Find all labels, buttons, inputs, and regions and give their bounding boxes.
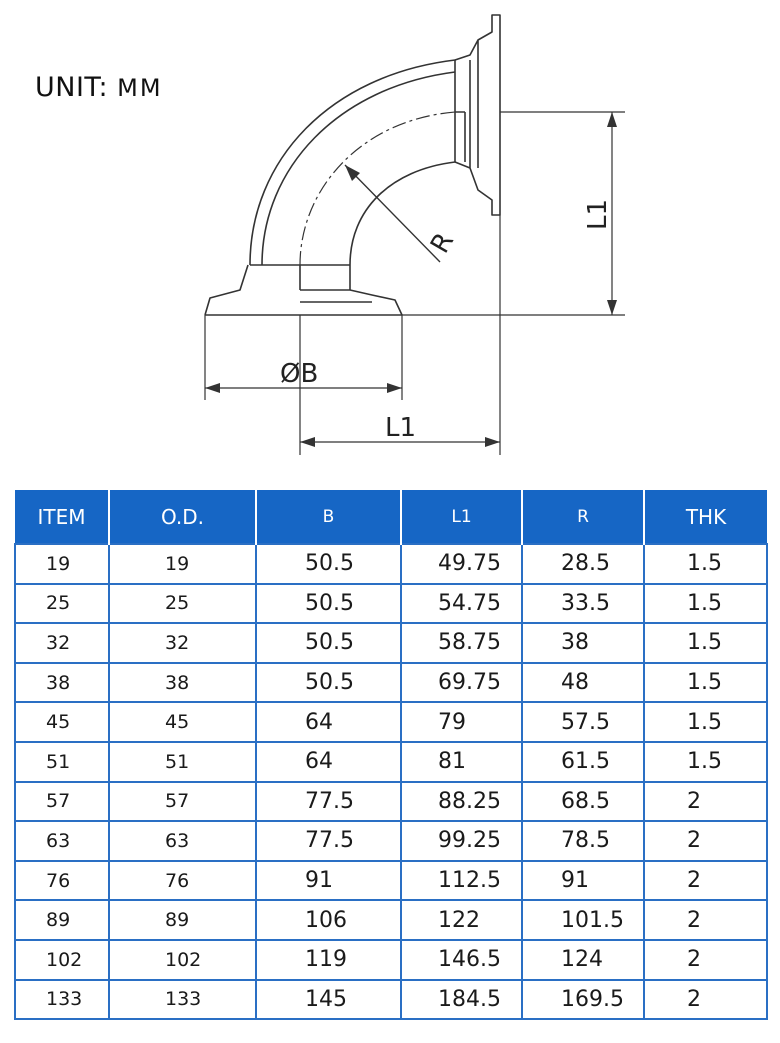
cell-r: 169.5 xyxy=(522,980,644,1020)
cell-thk: 1.5 xyxy=(644,623,767,663)
cell-thk: 2 xyxy=(644,821,767,861)
cell-l1: 112.5 xyxy=(401,861,522,901)
cell-item: 51 xyxy=(15,742,109,782)
cell-thk: 2 xyxy=(644,980,767,1020)
cell-b: 50.5 xyxy=(256,663,401,703)
table-row xyxy=(15,702,767,742)
cell-od: 102 xyxy=(109,940,256,980)
dimension-table xyxy=(14,490,768,1020)
cell-l1: 79 xyxy=(401,702,522,742)
arrow-l1h-left xyxy=(300,437,315,447)
cell-od: 25 xyxy=(109,584,256,624)
header-l1: L1 xyxy=(401,490,522,544)
cell-item: 76 xyxy=(15,861,109,901)
cell-l1: 146.5 xyxy=(401,940,522,980)
table-row xyxy=(15,980,767,1020)
cell-r: 68.5 xyxy=(522,782,644,822)
cell-thk: 1.5 xyxy=(644,702,767,742)
cell-b: 77.5 xyxy=(256,782,401,822)
table-row xyxy=(15,584,767,624)
cell-od: 76 xyxy=(109,861,256,901)
cell-r: 124 xyxy=(522,940,644,980)
table-row xyxy=(15,900,767,940)
cell-b: 64 xyxy=(256,742,401,782)
radius-label: R xyxy=(425,227,461,259)
cell-item: 57 xyxy=(15,782,109,822)
cell-od: 19 xyxy=(109,544,256,584)
arrow-b-left xyxy=(205,383,220,393)
cell-item: 19 xyxy=(15,544,109,584)
cell-l1: 122 xyxy=(401,900,522,940)
cell-thk: 1.5 xyxy=(644,584,767,624)
cell-thk: 2 xyxy=(644,861,767,901)
right-flange xyxy=(455,15,500,215)
cell-item: 133 xyxy=(15,980,109,1020)
cell-b: 106 xyxy=(256,900,401,940)
cell-item: 63 xyxy=(15,821,109,861)
cell-r: 91 xyxy=(522,861,644,901)
arrow-l1-bottom xyxy=(607,300,617,315)
cell-b: 145 xyxy=(256,980,401,1020)
cell-l1: 81 xyxy=(401,742,522,782)
table-row xyxy=(15,544,767,584)
elbow-technical-drawing xyxy=(0,0,780,470)
cell-item: 89 xyxy=(15,900,109,940)
cell-od: 57 xyxy=(109,782,256,822)
cell-thk: 2 xyxy=(644,940,767,980)
height-dimension-label: L1 xyxy=(583,198,613,230)
table-row xyxy=(15,782,767,822)
elbow-outer-wall xyxy=(250,60,455,265)
table-row xyxy=(15,742,767,782)
radius-line xyxy=(345,165,440,262)
cell-od: 63 xyxy=(109,821,256,861)
cell-item: 25 xyxy=(15,584,109,624)
flange-diameter-label: ØB xyxy=(280,359,319,389)
right-leg-body xyxy=(455,60,465,162)
cell-l1: 54.75 xyxy=(401,584,522,624)
cell-thk: 1.5 xyxy=(644,742,767,782)
header-item: ITEM xyxy=(15,490,109,544)
cell-r: 28.5 xyxy=(522,544,644,584)
cell-r: 48 xyxy=(522,663,644,703)
cell-item: 102 xyxy=(15,940,109,980)
cell-r: 57.5 xyxy=(522,702,644,742)
table-header-row xyxy=(15,490,767,544)
cell-l1: 69.75 xyxy=(401,663,522,703)
cell-r: 61.5 xyxy=(522,742,644,782)
table-row xyxy=(15,623,767,663)
table-row xyxy=(15,940,767,980)
width-dimension-label: L1 xyxy=(385,413,417,443)
cell-item: 38 xyxy=(15,663,109,703)
cell-b: 77.5 xyxy=(256,821,401,861)
lower-leg-body xyxy=(250,265,350,290)
cell-b: 50.5 xyxy=(256,584,401,624)
cell-r: 101.5 xyxy=(522,900,644,940)
cell-l1: 99.25 xyxy=(401,821,522,861)
table-row xyxy=(15,861,767,901)
cell-b: 91 xyxy=(256,861,401,901)
cell-b: 50.5 xyxy=(256,623,401,663)
cell-l1: 58.75 xyxy=(401,623,522,663)
arrow-l1h-right xyxy=(485,437,500,447)
cell-od: 51 xyxy=(109,742,256,782)
cell-od: 38 xyxy=(109,663,256,703)
cell-od: 45 xyxy=(109,702,256,742)
cell-thk: 1.5 xyxy=(644,544,767,584)
cell-item: 45 xyxy=(15,702,109,742)
cell-l1: 88.25 xyxy=(401,782,522,822)
table-row xyxy=(15,663,767,703)
arrow-l1-top xyxy=(607,112,617,127)
lower-flange xyxy=(205,265,402,315)
unit-value: MM xyxy=(117,74,163,102)
cell-item: 32 xyxy=(15,623,109,663)
header-b: B xyxy=(256,490,401,544)
header-thk: THK xyxy=(644,490,767,544)
cell-od: 133 xyxy=(109,980,256,1020)
cell-b: 50.5 xyxy=(256,544,401,584)
cell-l1: 184.5 xyxy=(401,980,522,1020)
cell-r: 38 xyxy=(522,623,644,663)
cell-thk: 2 xyxy=(644,900,767,940)
table-row xyxy=(15,821,767,861)
arrow-b-right xyxy=(387,383,402,393)
cell-b: 64 xyxy=(256,702,401,742)
extension-lines xyxy=(205,112,625,455)
cell-od: 32 xyxy=(109,623,256,663)
cell-od: 89 xyxy=(109,900,256,940)
unit-label-text: UNIT: xyxy=(35,72,109,103)
cell-thk: 2 xyxy=(644,782,767,822)
cell-r: 33.5 xyxy=(522,584,644,624)
cell-r: 78.5 xyxy=(522,821,644,861)
header-od: O.D. xyxy=(109,490,256,544)
header-r: R xyxy=(522,490,644,544)
cell-b: 119 xyxy=(256,940,401,980)
cell-l1: 49.75 xyxy=(401,544,522,584)
cell-thk: 1.5 xyxy=(644,663,767,703)
